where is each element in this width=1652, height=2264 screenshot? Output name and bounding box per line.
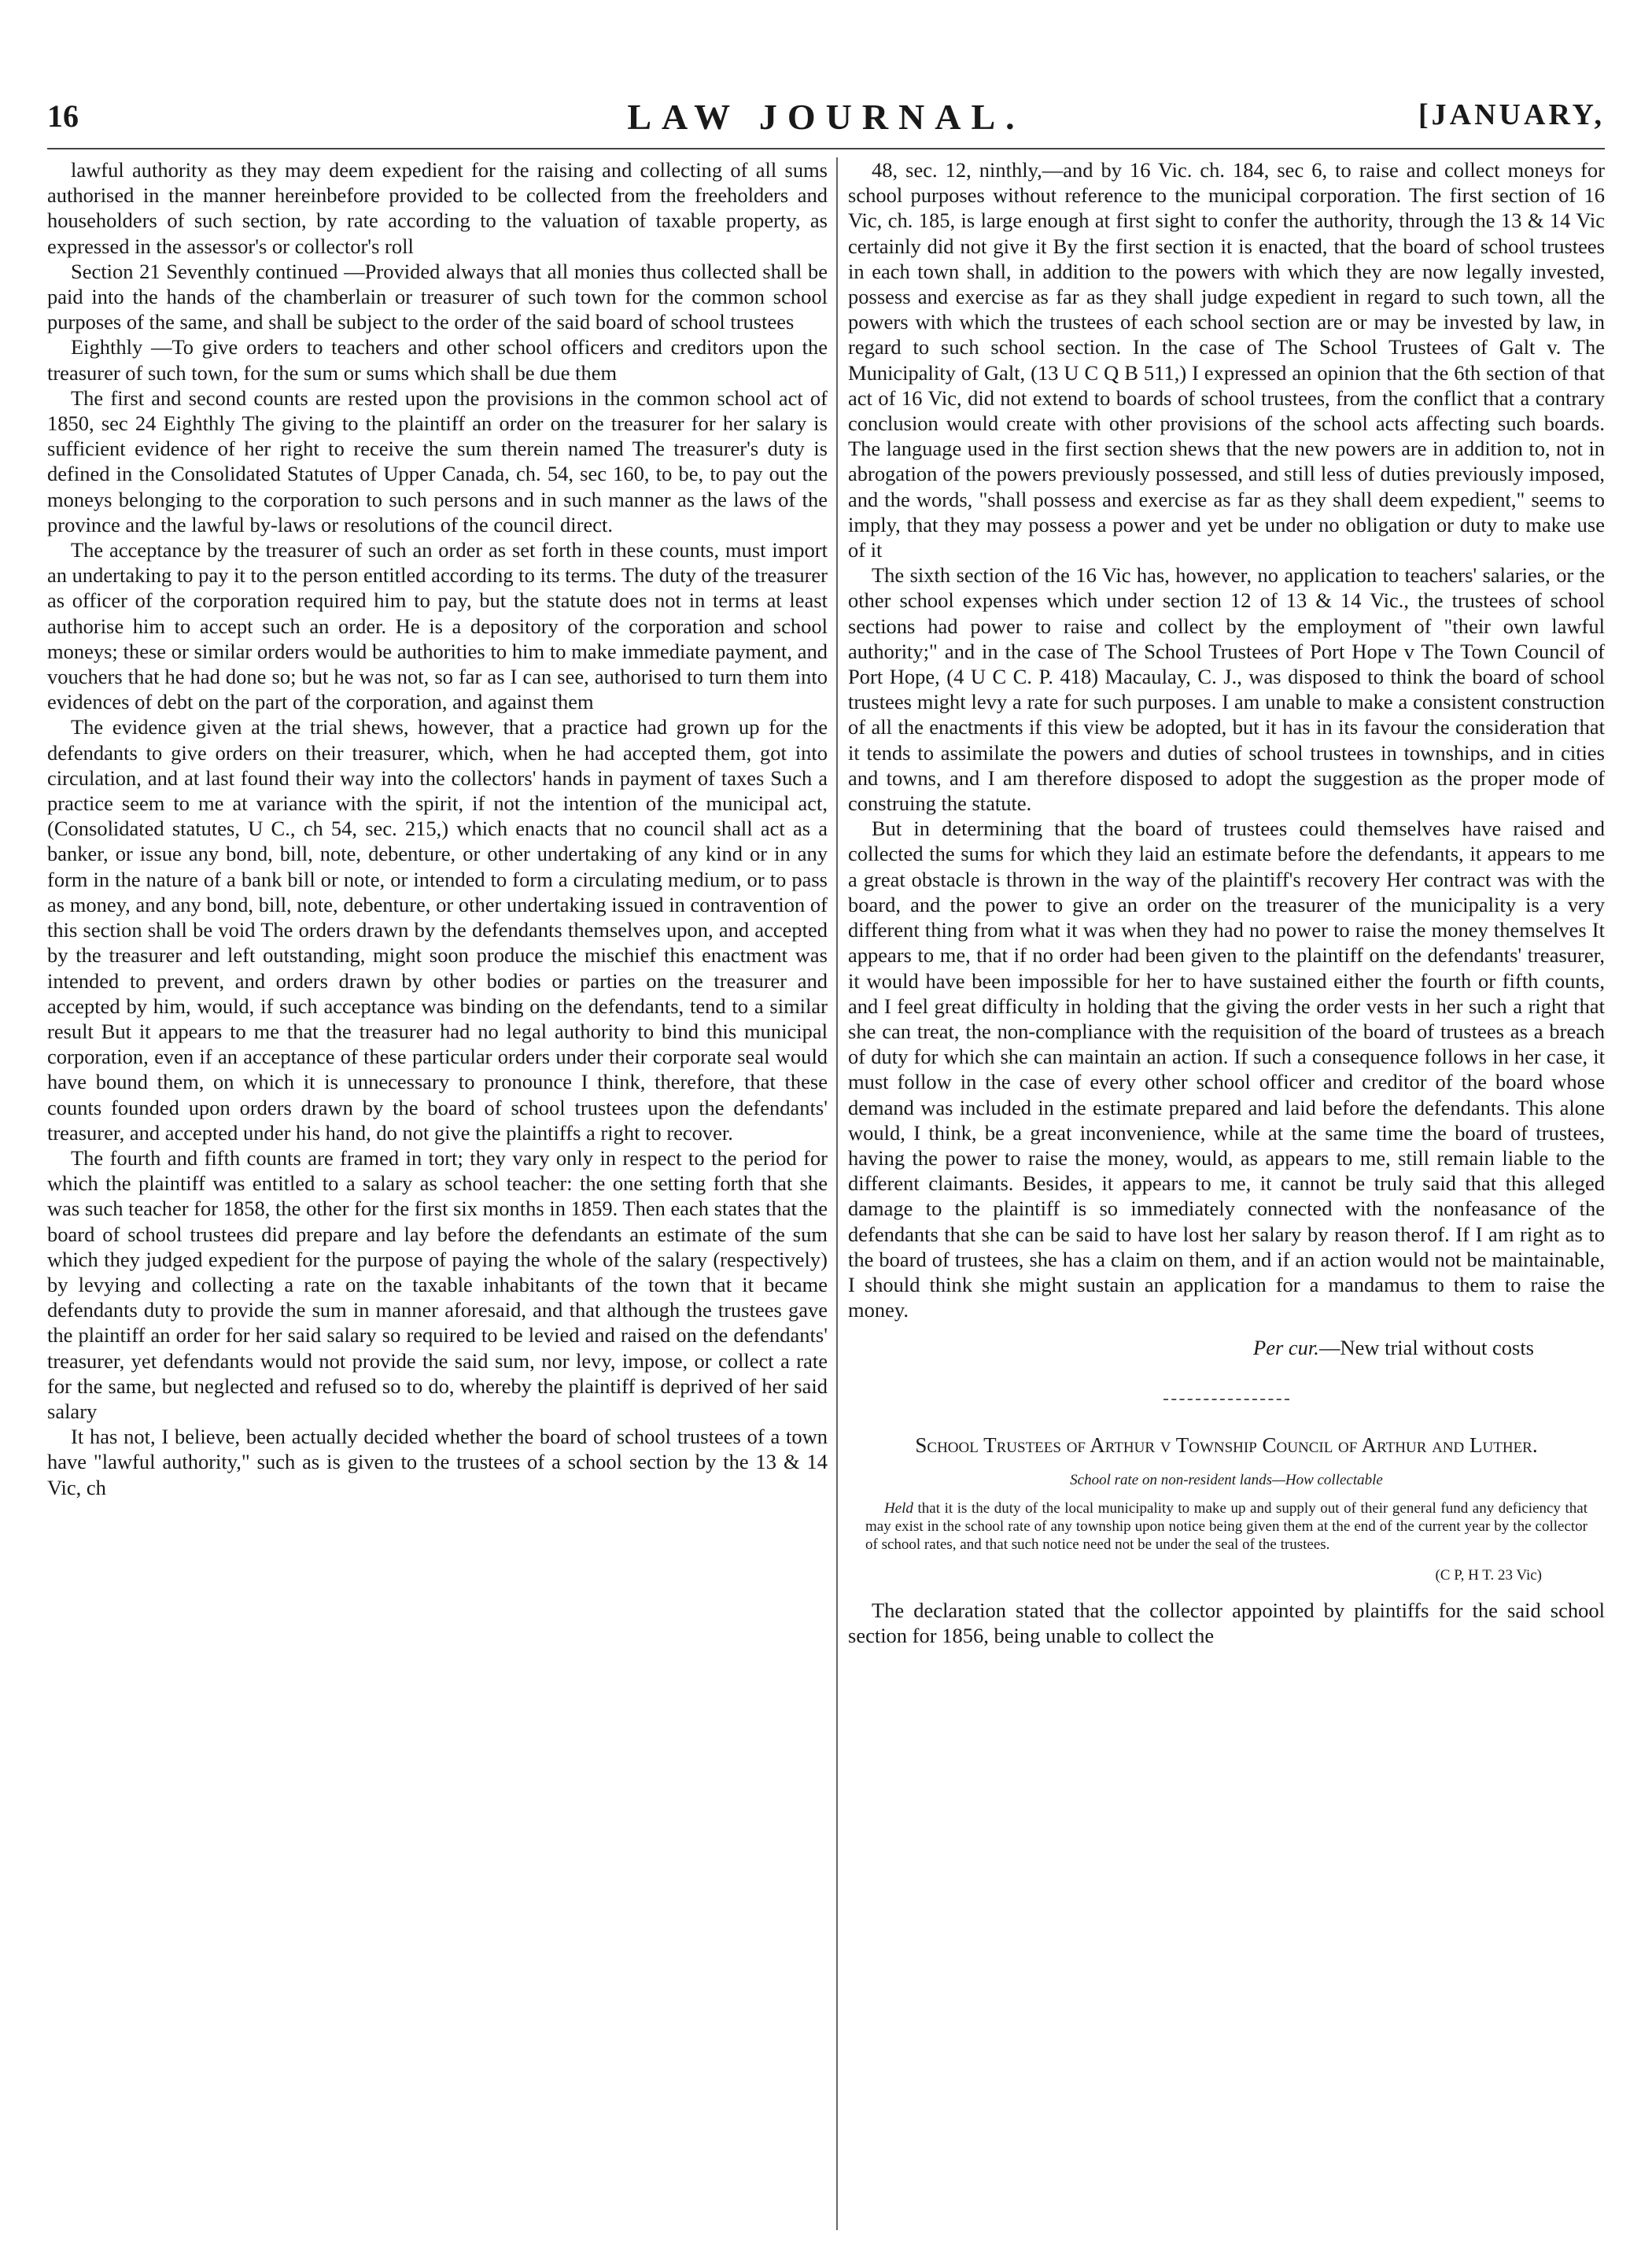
held-label: Held xyxy=(884,1499,913,1517)
left-column xyxy=(47,157,828,2234)
page-number: 16 xyxy=(47,98,79,134)
paragraph: lawful authority as they may deem expedient for the raising and collecting of all sums authorised in the manner hereinbefore provided to be collected from the freeholders and householders of such section, by rate according to the valuation of taxable property, as expressed in the assessor's or collector's roll xyxy=(47,158,828,258)
paragraph: 48, sec. 12, ninthly,—and by 16 Vic. ch. 184, sec 6, to raise and collect moneys for school purposes without reference to the municipal corporation. The first section of 16 Vic, ch. 185, is large enough at first sight to confer the authority, through the 13 & 14 Vic certainly did not give it By the first section it is enacted, that the board of school trustees in each town shall, in addition to the powers with which they are now legally invested, possess and exercise as far as they shall judge expedient in regard to such town, all the powers with which the trustees of each school section are or may be invested by law, in regard to such school section. In the case of The School Trustees of Galt v. The Municipality of Galt, (13 U C Q B 511,) I expressed an opinion that the 6th section of that act of 16 Vic, did not extend to boards of school trustees, from the conflict that a contrary conclusion would create with other provisions of the school acts affecting such boards. The language used in the first section shews that the new powers are in addition to, not in abrogation of the powers previously possessed, and still less of duties previously imposed, and the words, "shall possess and exercise as far as they shall deem expedient," seems to imply, that they may possess a power and yet be under no obligation or duty to make use of it xyxy=(848,158,1605,562)
held-text: that it is the duty of the local municipality to make up and supply out of their general fund any deficiency that may exist in the school rate of any township upon notice being given them at the end of the current year by the collector of school rates, and that such notice need not be under the seal of the trustees. xyxy=(865,1499,1587,1553)
court-citation: (C P, H T. 23 Vic) xyxy=(1435,1566,1542,1584)
right-column xyxy=(848,157,1605,2234)
header-rule xyxy=(47,148,1605,149)
section-separator xyxy=(1163,1399,1289,1400)
paragraph: The declaration stated that the collector appointed by plaintiffs for the said school section for 1856, being unable to collect the xyxy=(848,1598,1605,1648)
case-title: School Trustees of Arthur v Township Council of Arthur and Luther. xyxy=(915,1433,1538,1457)
paragraph: The first and second counts are rested upon the provisions in the common school act of 1850, sec 24 Eighthly The giving to the plaintiff an order on the treasurer for her salary is sufficient evidence of her right to receive the sum therein named The treasurer's duty is defined in the Consolidated Statutes of Upper Canada, ch. 54, sec 160, to be, to pay out the moneys belonging to the corporation to such persons and in such manner as the laws of the province and the lawful by-laws or resolutions of the council direct. xyxy=(47,385,828,537)
paragraph: The sixth section of the 16 Vic has, however, no application to teachers' salaries, or the other school expenses which under section 12 of 13 & 14 Vic., the trustees of school sections had power to raise and collect by the employment of "their own lawful authority;" and in the case of The School Trustees of Port Hope v The Town Council of Port Hope, (4 U C C. P. 418) Macaulay, C. J., was disposed to think the board of school trustees might levy a rate for such purposes. I am unable to make a consistent construction of all the enactments if this view be adopted, but it has in its favour the consideration that it tends to assimilate the powers and duties of school trustees in townships, and in cities and towns, and I am therefore disposed to adopt the suggestion as the proper mode of construing the statute. xyxy=(848,563,1605,816)
judgment-line xyxy=(848,1335,1605,1360)
paragraph: But in determining that the board of trustees could themselves have raised and collected the sums for which they laid an estimate before the defendants, it appears to me a great obstacle is thrown in the way of the plaintiff's recovery Her contract was with the board, and the power to give an order on the treasurer of the municipality is a very different thing from what it was when they had no power to raise the money themselves It appears to me, that if no order had been given to the plaintiff on the defendants' treasurer, it would have been impossible for her to have sustained either the fourth or fifth counts, and I feel great difficulty in holding that the giving the order vests in her such a right that she can treat, the non-compliance with the requisition of the board of trustees as a breach of duty for which she can maintain an action. If such a consequence follows in her case, it must follow in the case of every other school officer and creditor of the board whose demand was included in the estimate prepared and laid before the defendants. This alone would, I think, be a great inconvenience, while at the same time the board of trustees, having the power to raise the money, would, as appears to me, still remain liable to the different claimants. Besides, it appears to me, it cannot be truly said that this alleged damage to the plaintiff is so immediately connected with the nonfeasance of the defendants that she can be said to have lost her salary by reason therof. If I am right as to the board of trustees, she has a claim on them, and if an action would not be maintainable, I should think she might sustain an application for a mandamus to them to raise the money. xyxy=(848,817,1605,1322)
paragraph: The fourth and fifth counts are framed in tort; they vary only in respect to the period for which the plaintiff was entitled to a salary as school teacher: the one setting forth that she was such teacher for 1858, the other for the first six months in 1859. Then each states that the board of school trustees did prepare and lay before the defendants an estimate of the sum which they judged expedient for the purpose of paying the whole of the salary (respectively) by levying and collecting a rate on the taxable inhabitants of the town that it became defendants duty to provide the sum in manner aforesaid, and that although the trustees gave the plaintiff an order for her said salary so required to be levied and raised on the defendants' treasurer, yet defendants would not provide the said sum, nor levy, impose, or collect a rate for the same, but neglected and refused so to do, whereby the plaintiff is deprived of her said salary xyxy=(47,1145,828,1423)
journal-title: LAW JOURNAL. xyxy=(627,97,1025,137)
issue-month: [JANUARY, xyxy=(1418,98,1605,131)
case-headnote: School rate on non-resident lands—How collectable xyxy=(1070,1471,1383,1488)
paragraph: The acceptance by the treasurer of such an order as set forth in these counts, must import an undertaking to pay it to the person entitled according to its terms. The duty of the treasurer as officer of the corporation required him to pay, but the statute does not in terms at least authorise him to accept such an order. He is a depository of the corporation and school moneys; these or similar orders would be authorities to him to make immediate payment, and vouchers that he had done so; but he was not, so far as I can see, authorised to turn them into evidences of debt on the part of the corporation, and against them xyxy=(47,538,828,714)
paragraph: Eighthly —To give orders to teachers and other school officers and creditors upon the treasurer of such town, for the sum or sums which shall be due them xyxy=(47,335,828,385)
judgment-result: —New trial without costs xyxy=(1318,1336,1534,1360)
held-note xyxy=(865,1499,1587,1554)
column-divider xyxy=(836,157,838,2230)
paragraph: Section 21 Seventhly continued —Provided always that all monies thus collected shall be paid into the hands of the chamberlain or treasurer of such town for the common school purposes of the same, and shall be subject to the order of the said board of school trustees xyxy=(47,259,828,334)
paragraph: The evidence given at the trial shews, however, that a practice had grown up for the defendants to give orders on their treasurer, which, when he had accepted them, got into circulation, and at last found their way into the collectors' hands in payment of taxes Such a practice seem to me at variance with the spirit, if not the intention of the municipal act, (Consolidated statutes, U C., ch 54, sec. 215,) which enacts that no council shall act as a banker, or issue any bond, bill, note, debenture, or other undertaking of any kind or in any form in the nature of a bank bill or note, or intended to form a circulating medium, or to pass as money, and any bond, bill, note, debenture, or other undertaking issued in contravention of this section shall be void The orders drawn by the defendants themselves upon, and accepted by the treasurer and left outstanding, might soon produce the mischief this enactment was intended to prevent, and orders drawn by other bodies or parties on the treasurer and accepted by him, would, if such acceptance was binding on the defendants, tend to a similar result But it appears to me that the treasurer had no legal authority to bind this municipal corporation, even if an acceptance of these particular orders under their corporate seal would have bound them, on which it is unnecessary to pronounce I think, therefore, that these counts founded upon orders drawn by the board of school trustees upon the defendants' treasurer, and accepted under his hand, do not give the plaintiffs a right to recover. xyxy=(47,715,828,1145)
page-header xyxy=(47,93,1605,148)
per-cur: Per cur. xyxy=(1253,1336,1319,1360)
paragraph: It has not, I believe, been actually decided whether the board of school trustees of a town have "lawful authority," such as is given to the trustees of a school section by the 13 & 14 Vic, ch xyxy=(47,1425,828,1499)
